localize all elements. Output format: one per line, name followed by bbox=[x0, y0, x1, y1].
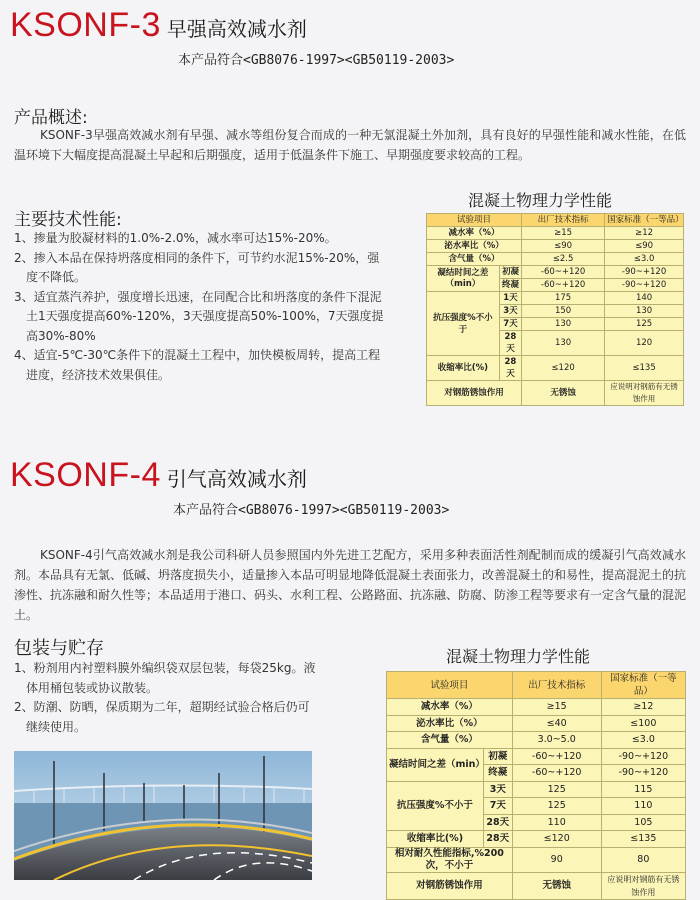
table-row: 7天 130 125 bbox=[427, 318, 684, 331]
product-name: 早强高效减水剂 bbox=[166, 17, 307, 41]
table-row: 减水率（%） ≥15 ≥12 bbox=[387, 699, 686, 716]
overview-text: KSONF-4引气高效减水剂是我公司科研人员参照国内外先进工艺配方，采用多种表面活性剂配制而成的缓凝引气高效减水剂。本品具有无氯、低碱、坍落度损失小，适量掺入本品可明显地降低混凝土表面张力，改善混凝土的和易性，提高混泥土的抗渗性、抗冻融和耐久性等；本品适用于港口、码头、水利工程、公路路面、抗冻融、防腐、防渗工程等要求有一定含气量的混泥土。 bbox=[14, 548, 687, 622]
table-row: 28天 130 120 bbox=[427, 331, 684, 356]
product-code: KSONF-3 bbox=[10, 6, 161, 44]
table-row: 收缩率比(%) 28天 ≤120 ≤135 bbox=[427, 356, 684, 381]
bridge-illustration bbox=[14, 751, 312, 880]
table-row: 相对耐久性能指标,%200次，不小于 90 80 bbox=[387, 847, 686, 872]
table-row: 泌水率比（%） ≤40 ≤100 bbox=[387, 715, 686, 732]
table-row: 对钢筋锈蚀作用 无锈蚀 应说明对钢筋有无锈蚀作用 bbox=[387, 872, 686, 899]
packaging-heading: 包装与贮存 bbox=[14, 638, 104, 659]
performance-heading: 主要技术性能: bbox=[14, 210, 122, 230]
table-title: 混凝土物理力学性能 bbox=[446, 647, 591, 666]
overview-heading: 产品概述: bbox=[14, 108, 88, 128]
table-row: 含气量（%） ≤2.5 ≤3.0 bbox=[427, 253, 684, 266]
product-standard: 本产品符合<GB8076-1997><GB50119-2003> bbox=[173, 503, 450, 518]
spec-table-ksonf4 bbox=[386, 671, 686, 900]
table-row: 对钢筋锈蚀作用 无锈蚀 应说明对钢筋有无锈蚀作用 bbox=[427, 381, 684, 406]
table-row: 抗压强度%不小于 1天 175 140 bbox=[427, 292, 684, 305]
table-header-row: 试验项目 出厂技术指标 国家标准（一等品） bbox=[427, 214, 684, 227]
table-row: 28天 110 105 bbox=[387, 814, 686, 831]
list-item: 1、粉剂用内衬塑料膜外编织袋双层包装，每袋25kg。液体用桶包装或协议散装。 bbox=[14, 661, 316, 695]
spec-table-ksonf3 bbox=[426, 213, 684, 406]
overview-text: KSONF-3早强高效减水剂有早强、减水等组份复合而成的一种无氯混凝土外加剂，具有良好的早强性能和减水性能，在低温环境下大幅度提高混凝土早起和后期强度，适用于低温条件下施工、早期强度要求较高的工程。 bbox=[14, 128, 686, 162]
list-item: 4、适宜-5℃-30℃条件下的混凝土工程中，加快模板周转，提高工程进度，经济技术效果俱佳。 bbox=[14, 348, 381, 382]
performance-list bbox=[14, 229, 388, 385]
table-row: 泌水率比（%） ≤90 ≤90 bbox=[427, 240, 684, 253]
list-item: 3、适宜蒸汽养护，强度增长迅速，在同配合比和坍落度的条件下混泥土1天强度提高60%-120%，3天强度提高50%-100%，7天强度提高30%-80% bbox=[14, 289, 384, 343]
table-row: 减水率（%） ≥15 ≥12 bbox=[427, 227, 684, 240]
bridge-photo bbox=[14, 751, 312, 880]
list-item: 2、防潮、防晒，保质期为二年，超期经试验合格后仍可继续使用。 bbox=[14, 700, 310, 734]
product-title-ksonf3 bbox=[10, 6, 307, 45]
table-row: 7天 125 110 bbox=[387, 798, 686, 815]
table-row: 终凝 -60~+120 -90~+120 bbox=[387, 765, 686, 782]
table-row: 收缩率比(%) 28天 ≤120 ≤135 bbox=[387, 831, 686, 848]
list-item: 1、掺量为胶凝材料的1.0%-2.0%，减水率可达15%-20%。 bbox=[14, 231, 337, 245]
table-title: 混凝土物理力学性能 bbox=[468, 191, 613, 210]
product-name: 引气高效减水剂 bbox=[166, 467, 307, 491]
table-row: 抗压强度%不小于 3天 125 115 bbox=[387, 781, 686, 798]
packaging-list bbox=[14, 659, 320, 737]
table-row: 终凝 -60~+120 -90~+120 bbox=[427, 279, 684, 292]
product-title-ksonf4 bbox=[10, 456, 307, 495]
product-code: KSONF-4 bbox=[10, 456, 161, 494]
table-row: 含气量（%） 3.0~5.0 ≤3.0 bbox=[387, 732, 686, 749]
list-item: 2、掺入本品在保持坍落度相同的条件下，可节约水泥15%-20%，强度不降低。 bbox=[14, 250, 380, 284]
product-standard: 本产品符合<GB8076-1997><GB50119-2003> bbox=[178, 53, 455, 68]
table-row: 凝结时间之差（min） 初凝 -60~+120 -90~+120 bbox=[387, 748, 686, 765]
table-row: 凝结时间之差（min） 初凝 -60~+120 -90~+120 bbox=[427, 266, 684, 279]
table-header-row: 试验项目 出厂技术指标 国家标准（一等品） bbox=[387, 672, 686, 699]
table-row: 3天 150 130 bbox=[427, 305, 684, 318]
